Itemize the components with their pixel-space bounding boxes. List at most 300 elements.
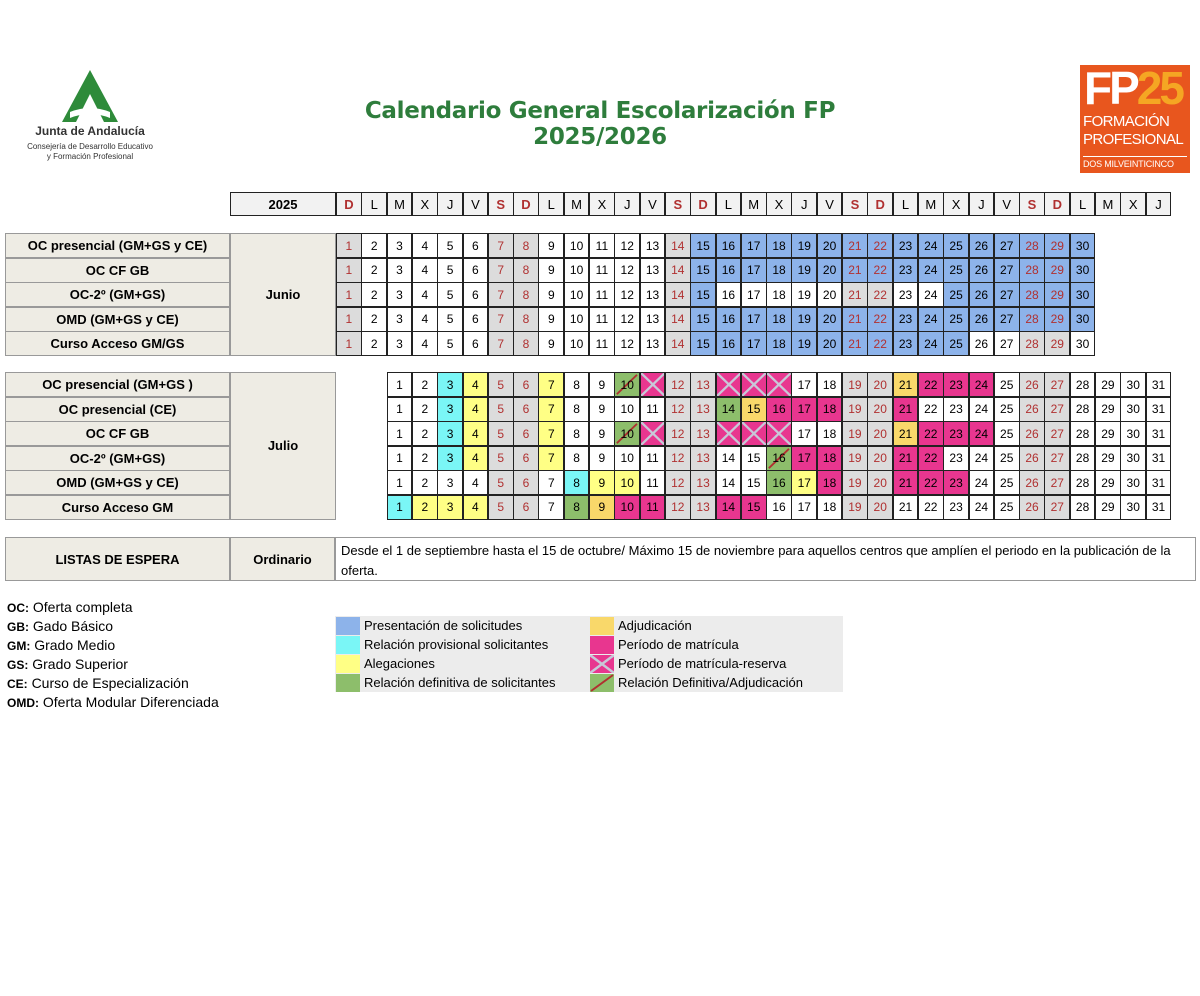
day-cell — [336, 331, 362, 356]
abbreviation-text: Grado Medio — [34, 637, 116, 653]
fp25-line-2: PROFESIONAL — [1083, 131, 1184, 148]
day-number: 4 — [472, 426, 479, 441]
day-number: 30 — [1075, 312, 1090, 326]
day-number: 23 — [898, 238, 913, 253]
day-number: 14 — [721, 402, 736, 416]
day-number: 30 — [1126, 500, 1140, 514]
day-number: 13 — [696, 451, 710, 465]
day-number: 4 — [421, 312, 429, 326]
day-number: 18 — [822, 426, 837, 441]
day-number: 5 — [446, 336, 454, 351]
day-number: 21 — [898, 377, 913, 392]
day-cell — [336, 233, 362, 258]
day-number: 12 — [671, 500, 685, 514]
row-label-junio: OC presencial (GM+GS y CE) — [5, 233, 230, 258]
day-cell — [488, 233, 514, 258]
day-number: 20 — [873, 500, 887, 514]
day-number: 2 — [370, 287, 378, 302]
day-number: 12 — [671, 475, 685, 490]
day-cell — [1070, 470, 1096, 495]
day-cell — [943, 495, 969, 520]
day-number: 12 — [671, 377, 685, 392]
day-number: 27 — [1050, 475, 1064, 490]
day-number: 27 — [1000, 287, 1014, 302]
day-number: 6 — [472, 287, 479, 302]
day-cell — [1019, 372, 1045, 397]
day-cell — [716, 282, 742, 307]
day-number: 14 — [671, 287, 685, 302]
day-number: 19 — [797, 238, 811, 253]
abbreviation-code: GM: — [7, 639, 31, 653]
day-number: 24 — [974, 426, 989, 441]
day-cell — [665, 372, 691, 397]
day-cell — [918, 470, 944, 495]
day-cell — [564, 470, 590, 495]
day-cell — [994, 446, 1020, 471]
day-number: 23 — [898, 263, 913, 277]
day-number: 27 — [1000, 263, 1014, 277]
day-number: 30 — [1126, 426, 1140, 441]
day-number: 23 — [949, 377, 963, 392]
day-of-week-header: V — [817, 192, 843, 216]
day-number: 14 — [721, 500, 736, 514]
day-of-week-header: X — [589, 192, 615, 216]
day-cell — [640, 372, 666, 397]
day-of-week-header: L — [361, 192, 387, 216]
day-number: 22 — [924, 451, 938, 465]
day-cell — [665, 233, 691, 258]
day-number: 6 — [522, 475, 530, 490]
day-number: 27 — [1000, 312, 1014, 326]
day-number: 9 — [598, 402, 606, 416]
day-number: 6 — [522, 377, 530, 392]
day-number: 11 — [646, 402, 659, 416]
day-number: 1 — [345, 336, 353, 351]
day-cell — [766, 282, 792, 307]
day-cell — [488, 282, 514, 307]
day-cell — [766, 446, 792, 471]
day-cell — [1019, 258, 1045, 283]
day-number: 29 — [1050, 287, 1064, 302]
day-number: 25 — [1000, 451, 1014, 465]
day-number: 18 — [822, 402, 837, 416]
day-number: 2 — [421, 451, 429, 465]
day-number: 16 — [721, 336, 736, 351]
day-cell — [716, 421, 742, 446]
day-number: 18 — [822, 451, 837, 465]
day-cell — [437, 233, 463, 258]
day-cell — [665, 421, 691, 446]
day-of-week-header: J — [437, 192, 463, 216]
day-cell — [716, 495, 742, 520]
day-of-week-header: L — [538, 192, 564, 216]
day-number: 23 — [949, 402, 963, 416]
day-cell — [463, 397, 489, 422]
day-number: 6 — [522, 500, 530, 514]
day-number: 14 — [671, 312, 685, 326]
day-number: 20 — [873, 377, 887, 392]
day-number: 6 — [472, 263, 479, 277]
day-cell — [943, 446, 969, 471]
abbreviation-item — [7, 675, 189, 691]
day-cell — [412, 282, 438, 307]
day-of-week-header: S — [665, 192, 691, 216]
day-cell — [1070, 495, 1096, 520]
day-cell — [614, 421, 640, 446]
day-cell — [842, 307, 868, 332]
day-cell — [994, 421, 1020, 446]
day-number: 22 — [873, 312, 887, 326]
day-cell — [867, 331, 893, 356]
day-number: 15 — [696, 336, 710, 351]
day-cell — [564, 421, 590, 446]
day-number: 22 — [873, 287, 887, 302]
day-cell — [716, 307, 742, 332]
day-cell — [538, 372, 564, 397]
junta-andalucia-logo — [20, 68, 160, 168]
day-cell — [867, 446, 893, 471]
day-number: 26 — [1025, 475, 1039, 490]
day-number: 15 — [696, 263, 710, 277]
day-number: 10 — [569, 312, 584, 326]
day-cell — [741, 470, 767, 495]
day-number: 19 — [848, 500, 862, 514]
day-number: 9 — [547, 336, 555, 351]
day-cell — [867, 397, 893, 422]
legend-label: Adjudicación — [618, 618, 692, 633]
day-number: 28 — [1025, 312, 1039, 326]
row-label-julio: OC CF GB — [5, 421, 230, 446]
day-cell — [867, 307, 893, 332]
day-cell — [538, 470, 564, 495]
day-number: 16 — [772, 402, 786, 416]
legend-swatch-provisional — [336, 636, 360, 654]
day-number: 22 — [924, 475, 938, 490]
day-number: 5 — [446, 287, 454, 302]
day-number: 17 — [797, 426, 811, 441]
day-number: 13 — [645, 238, 660, 253]
day-cell — [1095, 397, 1121, 422]
day-cell — [893, 233, 919, 258]
day-cell — [943, 307, 969, 332]
day-cell — [817, 495, 843, 520]
waiting-list-text: Desde el 1 de septiembre hasta el 15 de octubre/ Máximo 15 de noviembre para aquellos centros que amplíen el periodo en la publicación de la oferta. — [335, 537, 1196, 581]
day-number: 26 — [1025, 377, 1039, 392]
day-number: 4 — [472, 377, 479, 392]
day-of-week-header: D — [867, 192, 893, 216]
day-cell — [1070, 282, 1096, 307]
day-cell — [690, 372, 716, 397]
day-cell — [513, 233, 539, 258]
day-cell — [538, 282, 564, 307]
day-cell — [1146, 495, 1172, 520]
day-number: 23 — [898, 336, 913, 351]
day-number: 5 — [497, 402, 505, 416]
day-of-week-header: X — [943, 192, 969, 216]
day-number: 30 — [1075, 263, 1090, 277]
day-cell — [842, 470, 868, 495]
day-cell — [1019, 397, 1045, 422]
day-number: 21 — [848, 263, 862, 277]
abbreviation-code: CE: — [7, 677, 28, 691]
day-cell — [412, 307, 438, 332]
day-number: 20 — [873, 475, 887, 490]
day-cell — [817, 397, 843, 422]
day-number: 9 — [598, 451, 606, 465]
page-title: Calendario General Escolarización FP 2025/2026 — [364, 98, 836, 150]
day-number: 17 — [797, 475, 811, 490]
day-cell — [791, 421, 817, 446]
day-cell — [589, 233, 615, 258]
day-number: 1 — [396, 426, 403, 441]
day-number: 17 — [797, 500, 811, 514]
fp25-line-1: FORMACIÓN — [1083, 113, 1170, 130]
day-cell — [387, 331, 413, 356]
day-of-week-header: D — [690, 192, 716, 216]
day-number: 24 — [924, 238, 938, 253]
day-number: 27 — [1050, 451, 1064, 465]
day-cell — [994, 397, 1020, 422]
day-number: 18 — [822, 500, 837, 514]
day-number: 10 — [620, 451, 634, 465]
day-cell — [817, 421, 843, 446]
day-cell — [791, 495, 817, 520]
day-number: 7 — [547, 500, 555, 514]
day-number: 20 — [822, 287, 837, 302]
day-number: 18 — [822, 377, 837, 392]
day-number: 8 — [573, 402, 580, 416]
day-number: 7 — [497, 312, 505, 326]
day-number: 12 — [620, 238, 634, 253]
day-number: 19 — [848, 426, 862, 441]
day-cell — [1070, 307, 1096, 332]
day-cell — [1146, 470, 1172, 495]
day-number: 11 — [595, 312, 609, 326]
day-number: 15 — [696, 287, 710, 302]
day-cell — [564, 331, 590, 356]
day-cell — [1146, 372, 1172, 397]
day-cell — [943, 372, 969, 397]
day-number: 27 — [1000, 238, 1014, 253]
day-number: 10 — [569, 287, 584, 302]
day-cell — [716, 331, 742, 356]
day-cell — [741, 282, 767, 307]
day-number: 20 — [873, 451, 887, 465]
day-cell — [918, 307, 944, 332]
abbreviation-code: OC: — [7, 601, 29, 615]
day-of-week-header: J — [969, 192, 995, 216]
day-number: 19 — [848, 402, 862, 416]
day-cell — [640, 258, 666, 283]
day-cell — [488, 307, 514, 332]
day-cell — [589, 397, 615, 422]
day-cell — [1044, 331, 1070, 356]
day-number: 9 — [598, 377, 606, 392]
day-cell — [690, 421, 716, 446]
day-number: 16 — [772, 451, 786, 465]
day-cell — [716, 470, 742, 495]
day-cell — [1019, 307, 1045, 332]
fp25-fp: FP — [1084, 65, 1137, 114]
day-number: 7 — [547, 426, 555, 441]
day-cell — [943, 233, 969, 258]
day-number: 17 — [747, 263, 761, 277]
abbreviation-text: Gado Básico — [32, 618, 114, 634]
day-number: 24 — [974, 377, 989, 392]
day-number: 30 — [1126, 451, 1140, 465]
day-cell — [361, 307, 387, 332]
day-number: 13 — [696, 377, 710, 392]
row-label-junio: OC-2º (GM+GS) — [5, 282, 230, 307]
day-cell — [437, 470, 463, 495]
day-number: 13 — [696, 475, 710, 490]
day-cell — [1070, 446, 1096, 471]
day-cell — [412, 258, 438, 283]
abbreviation-item — [7, 637, 115, 653]
day-number: 22 — [924, 426, 938, 441]
logo-subtitle-line-1: Consejería de Desarrollo Educativo — [27, 142, 153, 151]
day-number: 4 — [472, 475, 479, 490]
day-cell — [893, 495, 919, 520]
day-number: 3 — [396, 312, 403, 326]
day-number: 26 — [1025, 500, 1039, 514]
day-cell — [1044, 495, 1070, 520]
cross-hatch-icon — [767, 422, 791, 445]
day-of-week-header: J — [1146, 192, 1172, 216]
day-number: 29 — [1101, 500, 1115, 514]
day-number: 21 — [848, 336, 862, 351]
day-number: 29 — [1050, 263, 1064, 277]
day-cell — [690, 470, 716, 495]
legend-label: Presentación de solicitudes — [364, 618, 523, 633]
day-cell — [1044, 470, 1070, 495]
day-number: 2 — [421, 500, 429, 514]
day-number: 17 — [797, 451, 811, 465]
legend-label: Relación definitiva de solicitantes — [364, 675, 556, 690]
day-number: 5 — [497, 451, 505, 465]
day-cell — [817, 307, 843, 332]
day-cell — [741, 372, 767, 397]
day-cell — [488, 470, 514, 495]
day-number: 30 — [1075, 238, 1090, 253]
day-number: 12 — [671, 426, 685, 441]
day-number: 1 — [396, 475, 403, 490]
day-cell — [918, 331, 944, 356]
day-cell — [437, 307, 463, 332]
day-cell — [665, 446, 691, 471]
day-number: 9 — [598, 500, 606, 514]
day-of-week-header: J — [614, 192, 640, 216]
day-number: 22 — [924, 500, 938, 514]
row-label-julio: OC presencial (GM+GS ) — [5, 372, 230, 397]
day-cell — [969, 331, 995, 356]
day-cell — [867, 282, 893, 307]
day-cell — [994, 331, 1020, 356]
day-cell — [741, 258, 767, 283]
day-cell — [463, 233, 489, 258]
day-number: 13 — [645, 263, 660, 277]
day-number: 15 — [747, 451, 761, 465]
day-cell — [614, 331, 640, 356]
day-cell — [336, 282, 362, 307]
day-number: 26 — [1025, 402, 1039, 416]
row-label-julio: OC presencial (CE) — [5, 397, 230, 422]
fp25-logo-mark — [1084, 65, 1182, 115]
day-cell — [994, 282, 1020, 307]
day-cell — [716, 446, 742, 471]
day-cell — [893, 372, 919, 397]
day-number: 25 — [949, 238, 963, 253]
day-cell — [1044, 282, 1070, 307]
day-number: 27 — [1000, 336, 1014, 351]
day-number: 31 — [1151, 451, 1166, 465]
day-number: 14 — [671, 336, 685, 351]
junta-andalucia-emblem-icon — [20, 68, 160, 124]
day-number: 9 — [547, 287, 555, 302]
day-number: 7 — [497, 238, 505, 253]
day-cell — [589, 282, 615, 307]
day-cell — [614, 495, 640, 520]
abbreviation-code: GS: — [7, 658, 29, 672]
day-number: 1 — [396, 500, 403, 514]
day-cell — [791, 233, 817, 258]
day-cell — [842, 372, 868, 397]
day-number: 7 — [547, 377, 555, 392]
day-cell — [1070, 233, 1096, 258]
legend-swatch-adjudicacion — [590, 617, 614, 635]
day-cell — [614, 446, 640, 471]
day-number: 24 — [974, 500, 989, 514]
abbreviation-text: Oferta completa — [32, 599, 133, 615]
day-number: 22 — [873, 336, 887, 351]
day-cell — [918, 397, 944, 422]
year-header: 2025 — [230, 192, 336, 216]
day-cell — [994, 495, 1020, 520]
day-number: 14 — [721, 451, 736, 465]
day-cell — [513, 470, 539, 495]
day-number: 21 — [848, 312, 862, 326]
day-number: 22 — [924, 402, 938, 416]
day-cell — [412, 233, 438, 258]
day-number: 21 — [898, 451, 913, 465]
day-cell — [437, 372, 463, 397]
day-of-week-header: S — [488, 192, 514, 216]
day-number: 2 — [370, 312, 378, 326]
day-cell — [640, 233, 666, 258]
day-of-week-header: M — [387, 192, 413, 216]
day-cell — [893, 421, 919, 446]
day-cell — [640, 397, 666, 422]
day-cell — [387, 421, 413, 446]
fp25-number: 25 — [1136, 65, 1182, 114]
day-cell — [842, 397, 868, 422]
day-cell — [463, 331, 489, 356]
day-number: 24 — [924, 336, 938, 351]
day-of-week-header: M — [564, 192, 590, 216]
day-cell — [969, 307, 995, 332]
logo-subtitle — [20, 142, 160, 162]
day-number: 13 — [645, 336, 660, 351]
day-number: 20 — [822, 263, 837, 277]
day-number: 3 — [396, 238, 403, 253]
day-number: 24 — [924, 312, 938, 326]
day-cell — [893, 307, 919, 332]
day-of-week-header: J — [791, 192, 817, 216]
row-label-junio: OC CF GB — [5, 258, 230, 283]
day-cell — [412, 331, 438, 356]
day-number: 1 — [345, 312, 353, 326]
row-label-julio: OMD (GM+GS y CE) — [5, 470, 230, 495]
